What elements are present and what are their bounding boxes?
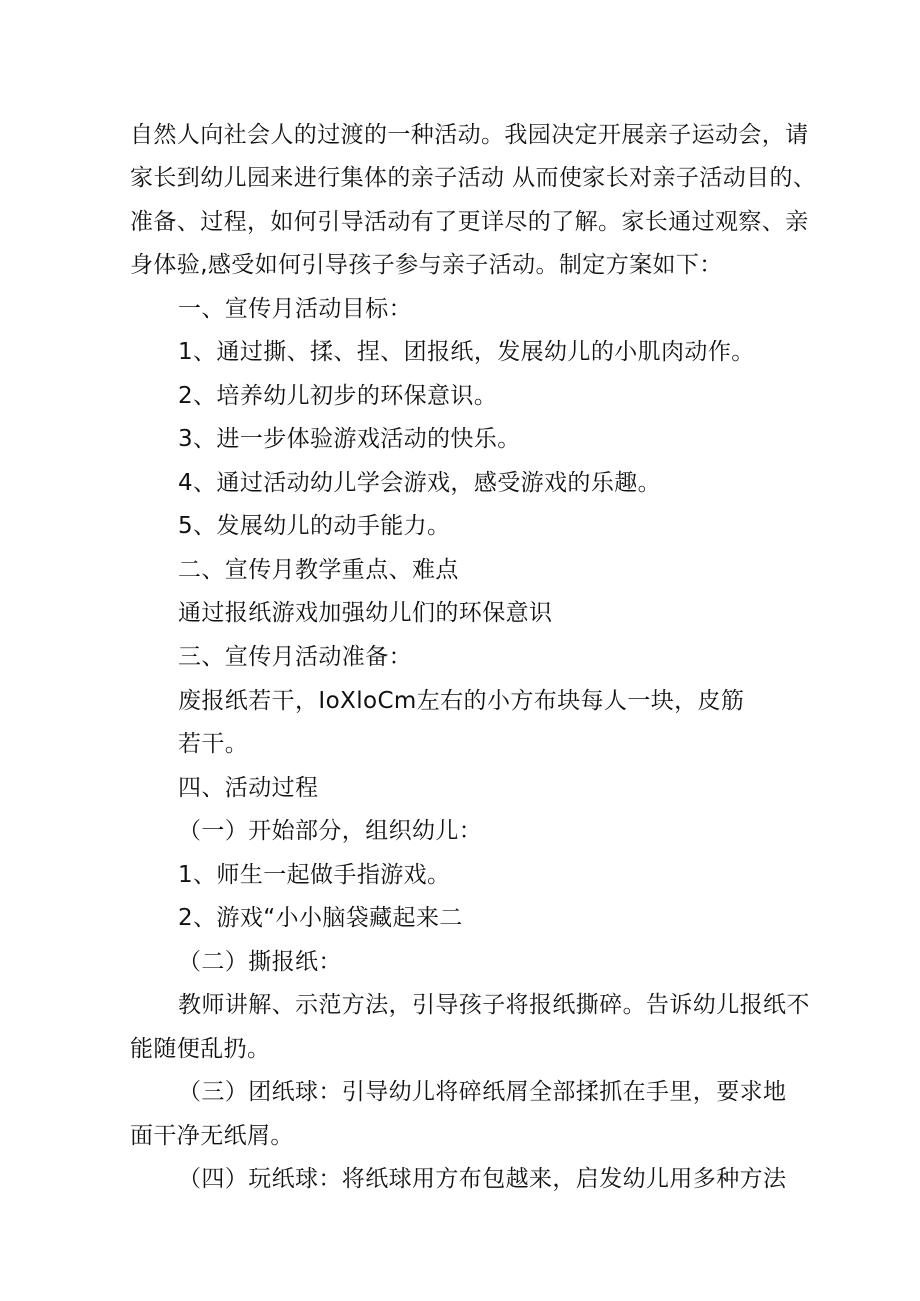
list-item: 1、师生一起做手指游戏。 [178,862,451,888]
paragraph-line: 能随便乱扔。 [130,1036,271,1062]
paragraph-line: 教师讲解、示范方法，引导孩子将报纸撕碎。告诉幼儿报纸不 [178,992,810,1018]
section-heading: 三、宣传月活动准备： [178,644,412,670]
section-heading: 一、宣传月活动目标： [178,296,412,322]
list-item: 1、通过撕、揉、捏、团报纸，发展幼儿的小肌肉动作。 [178,339,755,365]
subsection-heading: （一）开始部分，组织幼儿： [178,818,483,844]
paragraph-line: 通过报纸游戏加强幼儿们的环保意识 [178,600,553,626]
list-item: 2、培养幼儿初步的环保意识。 [178,383,498,409]
section-heading: 四、活动过程 [178,775,319,801]
list-item: 3、进一步体验游戏活动的快乐。 [178,426,521,452]
paragraph-line: 自然人向社会人的过渡的一种活动。我园决定开展亲子运动会，请 [130,122,809,148]
list-item: 2、游戏“小小脑袋藏起来二 [178,905,463,931]
paragraph-line: 若干。 [178,731,249,757]
paragraph-line: 面干净无纸屑。 [130,1123,294,1149]
list-item: 5、发展幼儿的动手能力。 [178,513,451,539]
paragraph-line: 废报纸若干，IoXloCm左右的小方布块每人一块，皮筋 [178,688,745,714]
list-item: 4、通过活动幼儿学会游戏，感受游戏的乐趣。 [178,470,662,496]
paragraph-line: 准备、过程，如何引导活动有了更详尽的了解。家长通过观察、亲 [130,209,809,235]
section-heading: 二、宣传月教学重点、难点 [178,557,459,583]
subsection-heading: （二）撕报纸： [178,949,342,975]
paragraph-line: 家长到幼儿园来进行集体的亲子活动 从而使家长对亲子活动目的、 [130,165,817,191]
paragraph-line: 身体验,感受如何引导孩子参与亲子活动。制定方案如下： [130,252,723,278]
paragraph-line: （三）团纸球：引导幼儿将碎纸屑全部揉抓在手里，要求地 [178,1079,787,1105]
paragraph-line: （四）玩纸球：将纸球用方布包越来，启发幼儿用多种方法 [178,1166,787,1192]
